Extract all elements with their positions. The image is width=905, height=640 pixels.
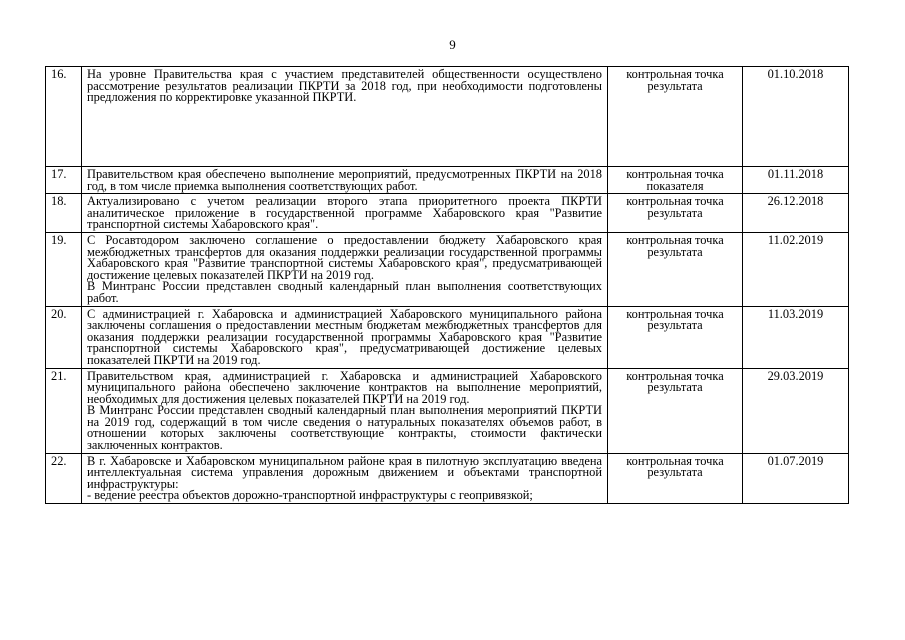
row-number: 16. [46,67,82,167]
row-description [82,67,608,167]
row-checkpoint-type: контрольная точка показателя [608,167,743,194]
row-checkpoint-type: контрольная точка результата [608,232,743,306]
row-description [82,167,608,194]
row-checkpoint-type: контрольная точка результата [608,194,743,233]
row-paragraph: На уровне Правительства края с участием представителей общественности осуществлено рассмотрение результатов реализации ПКРТИ за 2018 год, при необходимости подготовлены предложения по корректировке указанной ПКРТИ. [87,67,602,105]
row-description [82,306,608,368]
row-number: 19. [46,232,82,306]
row-checkpoint-type: контрольная точка результата [608,453,743,503]
row-number: 18. [46,194,82,233]
table-row [46,67,849,167]
row-paragraph: - ведение реестра объектов дорожно-транспортной инфраструктуры с геопривязкой; [87,488,533,503]
row-paragraph: Правительством края обеспечено выполнение мероприятий, предусмотренных ПКРТИ на 2018 год, в том числе приемка выполнения соответствующих работ. [87,167,602,193]
table-row [46,453,849,503]
table-row [46,167,849,194]
row-paragraph: Актуализировано с учетом реализации второго этапа приоритетного проекта ПКРТИ аналитическое приложение в государственной программе Хабаровского края "Развитие транспортной системы Хабаровского края". [87,194,602,232]
table-row [46,368,849,453]
plan-table [45,66,849,504]
row-date: 01.10.2018 [743,67,849,167]
row-paragraph: В Минтранс России представлен сводный календарный план выполнения мероприятий ПКРТИ на 2019 год, содержащий в том числе сведения о натуральных показателях объемов работ, в отношении которых заключены соответствующие контракты, стоимости фактически заключенных контрактов. [87,403,602,453]
row-date: 11.02.2019 [743,232,849,306]
row-checkpoint-type: контрольная точка результата [608,306,743,368]
row-number: 21. [46,368,82,453]
row-date: 01.07.2019 [743,453,849,503]
row-description [82,194,608,233]
row-number: 17. [46,167,82,194]
row-date: 29.03.2019 [743,368,849,453]
row-paragraph: В г. Хабаровске и Хабаровском муниципальном районе края в пилотную эксплуатацию введена интеллектуальная система управления дорожным движением и объектами транспортной инфраструктуры: [87,453,602,491]
row-date: 26.12.2018 [743,194,849,233]
row-paragraph: С администрацией г. Хабаровска и администрацией Хабаровского муниципального района заключены соглашения о предоставлении местным бюджетам межбюджетных трансфертов для оказания поддержки реализации государственной программы Хабаровского края "Развитие транспортной системы Хабаровского края", предусматривающей достижение целевых показателей ПКРТИ на 2019 год. [87,306,602,367]
row-paragraph: В Минтранс России представлен сводный календарный план выполнения соответствующих работ. [87,279,602,305]
row-paragraph: Правительством края, администрацией г. Хабаровска и администрацией Хабаровского муниципального района обеспечено заключение контрактов на выполнение мероприятий, необходимых для достижения целевых показателей ПКРТИ на 2019 год. [87,368,602,406]
row-description [82,453,608,503]
row-number: 22. [46,453,82,503]
page-number: 9 [449,37,456,52]
row-description [82,232,608,306]
row-checkpoint-type: контрольная точка результата [608,67,743,167]
row-checkpoint-type: контрольная точка результата [608,368,743,453]
row-paragraph: С Росавтодором заключено соглашение о предоставлении бюджету Хабаровского края межбюджетных трансфертов для оказания поддержки реализации государственной программы Хабаровского края "Развитие транспортной системы Хабаровского края", предусматривающей достижение целевых показателей ПКРТИ на 2019 год. [87,232,602,282]
row-date: 01.11.2018 [743,167,849,194]
row-date: 11.03.2019 [743,306,849,368]
table-row [46,232,849,306]
table-row [46,194,849,233]
row-description [82,368,608,453]
row-number: 20. [46,306,82,368]
table-row [46,306,849,368]
